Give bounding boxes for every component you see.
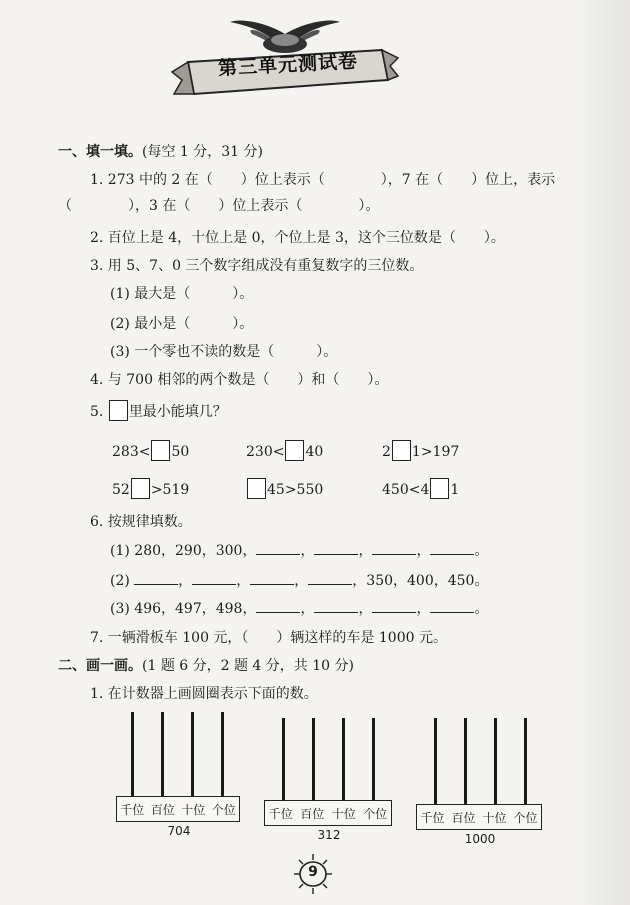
abacus-base [416, 804, 542, 830]
blank-line[interactable] [134, 570, 178, 585]
answer-box[interactable] [392, 440, 411, 461]
answer-box [109, 400, 128, 421]
q6-3-sep: ， [416, 601, 431, 617]
place-label-thousands: 千位 [120, 802, 145, 817]
q6-2-end: ，350，400，450。 [352, 573, 489, 589]
question-2: 2. 百位上是 4，十位上是 0，个位上是 3，这个三位数是（ ）。 [90, 230, 505, 246]
q6-1-sep: ， [358, 543, 373, 559]
q5-item-2 [246, 440, 323, 462]
q5-item-6-pre: 450<4 [382, 482, 430, 498]
q6-3-sep: ， [300, 601, 315, 617]
blank-line[interactable] [314, 540, 358, 555]
section1-score: (每空 1 分，31 分) [142, 144, 263, 160]
answer-box[interactable] [285, 440, 304, 461]
place-label-ones: 个位 [363, 806, 388, 821]
q6-3-given: (3) 496，497，498， [110, 601, 257, 617]
page-title: 第三单元测试卷 [217, 50, 359, 80]
place-label-tens: 十位 [181, 802, 206, 817]
abacus-rod-thousands[interactable] [131, 712, 134, 798]
abacus-number: 312 [317, 828, 341, 842]
question-3-b: (2) 最小是（ ）。 [110, 316, 254, 332]
question-5-number: 5. [90, 404, 104, 420]
section1-header: 一、填一填。 [58, 144, 142, 160]
abacus-rod-hundreds[interactable] [312, 718, 315, 800]
blank-line[interactable] [314, 598, 358, 613]
abacus-rod-thousands[interactable] [434, 718, 437, 804]
place-label-hundreds: 百位 [150, 802, 175, 817]
question-5-text: 里最小能填几？ [128, 404, 227, 420]
question-1-line1: 1. 273 中的 2 在（ ）位上表示（ ），7 在（ ）位上，表示 [90, 172, 556, 188]
q6-1-sep: ， [416, 543, 431, 559]
abacus-rod-thousands[interactable] [282, 718, 285, 800]
place-label-tens: 十位 [331, 806, 356, 821]
place-label-ones: 个位 [211, 802, 236, 817]
section2-score: (1 题 6 分，2 题 4 分，共 10 分) [142, 658, 354, 674]
answer-box[interactable] [430, 478, 449, 499]
place-label-thousands: 千位 [268, 806, 293, 821]
blank-line[interactable] [372, 540, 416, 555]
abacus-rod-ones[interactable] [372, 718, 375, 800]
place-label-hundreds: 百位 [300, 806, 325, 821]
place-label-thousands: 千位 [420, 810, 445, 825]
question-1-line2: （ ），3 在（ ）位上表示（ ）。 [58, 198, 380, 214]
page-number: 9 [308, 864, 318, 880]
answer-box[interactable] [247, 478, 266, 499]
q5-item-1-post: 50 [171, 444, 190, 460]
abacus-rod-hundreds[interactable] [464, 718, 467, 804]
answer-box[interactable] [131, 478, 150, 499]
q5-item-2-post: 40 [305, 444, 324, 460]
q5-item-6-post: 1 [450, 482, 460, 498]
blank-line[interactable] [250, 570, 294, 585]
q5-item-4-pre: 52 [112, 482, 130, 498]
blank-line[interactable] [256, 598, 300, 613]
q6-2-sep: ， [236, 573, 251, 589]
abacus-312[interactable] [264, 718, 394, 846]
question-6-2 [110, 570, 488, 591]
q6-3-sep: ， [358, 601, 373, 617]
question-4: 4. 与 700 相邻的两个数是（ ）和（ ）。 [90, 372, 389, 388]
question-3: 3. 用 5、7、0 三个数字组成没有重复数字的三位数。 [90, 258, 424, 274]
q5-item-3-pre: 2 [382, 444, 391, 460]
q5-item-6 [382, 478, 459, 500]
abacus-rod-tens[interactable] [191, 712, 194, 798]
abacus-rod-hundreds[interactable] [161, 712, 164, 798]
abacus-rod-ones[interactable] [524, 718, 527, 804]
q6-1-given: (1) 280，290，300， [110, 543, 257, 559]
q6-2-sep: ， [294, 573, 309, 589]
question-3-a: (1) 最大是（ ）。 [110, 286, 254, 302]
question-6: 6. 按规律填数。 [90, 514, 192, 530]
section1-heading [58, 142, 263, 162]
q5-item-3 [382, 440, 459, 462]
blank-line[interactable] [430, 598, 474, 613]
blank-line[interactable] [192, 570, 236, 585]
q5-item-1 [112, 440, 189, 462]
q5-item-2-pre: 230< [246, 444, 285, 460]
place-label-hundreds: 百位 [451, 810, 476, 825]
abacus-base [264, 800, 392, 826]
blank-line[interactable] [256, 540, 300, 555]
q5-item-4 [112, 478, 189, 500]
question-6-3 [110, 598, 488, 619]
place-label-ones: 个位 [513, 810, 538, 825]
answer-box[interactable] [151, 440, 170, 461]
place-label-tens: 十位 [482, 810, 507, 825]
section2-heading [58, 656, 354, 676]
q6-2-label: (2) [110, 573, 135, 589]
q5-item-5-post: 45>550 [267, 482, 324, 498]
abacus-rod-tens[interactable] [494, 718, 497, 804]
q5-item-4-post: >519 [150, 482, 190, 498]
blank-line[interactable] [372, 598, 416, 613]
abacus-704[interactable] [116, 712, 242, 842]
question-6-1 [110, 540, 488, 561]
question-3-c: (3) 一个零也不读的数是（ ）。 [110, 344, 338, 360]
q5-item-5 [246, 478, 323, 500]
abacus-number: 1000 [464, 832, 496, 846]
q6-1-sep: ， [300, 543, 315, 559]
q6-3-end: 。 [474, 601, 489, 617]
abacus-rod-ones[interactable] [221, 712, 224, 798]
abacus-number: 704 [167, 824, 191, 838]
abacus-base [116, 796, 240, 822]
section2-header: 二、画一画。 [58, 658, 142, 674]
question-7: 7. 一辆滑板车 100 元，（ ）辆这样的车是 1000 元。 [90, 630, 447, 646]
blank-line[interactable] [430, 540, 474, 555]
q5-item-1-pre: 283< [112, 444, 151, 460]
question-5 [90, 400, 227, 422]
q6-2-sep: ， [178, 573, 193, 589]
q5-item-3-post: 1>197 [411, 444, 460, 460]
blank-line[interactable] [308, 570, 352, 585]
page-shadow [570, 0, 630, 905]
section2-question-1: 1. 在计数器上画圆圈表示下面的数。 [90, 686, 318, 702]
abacus-1000[interactable] [416, 718, 544, 848]
abacus-rod-tens[interactable] [342, 718, 345, 800]
q6-1-end: 。 [474, 543, 489, 559]
